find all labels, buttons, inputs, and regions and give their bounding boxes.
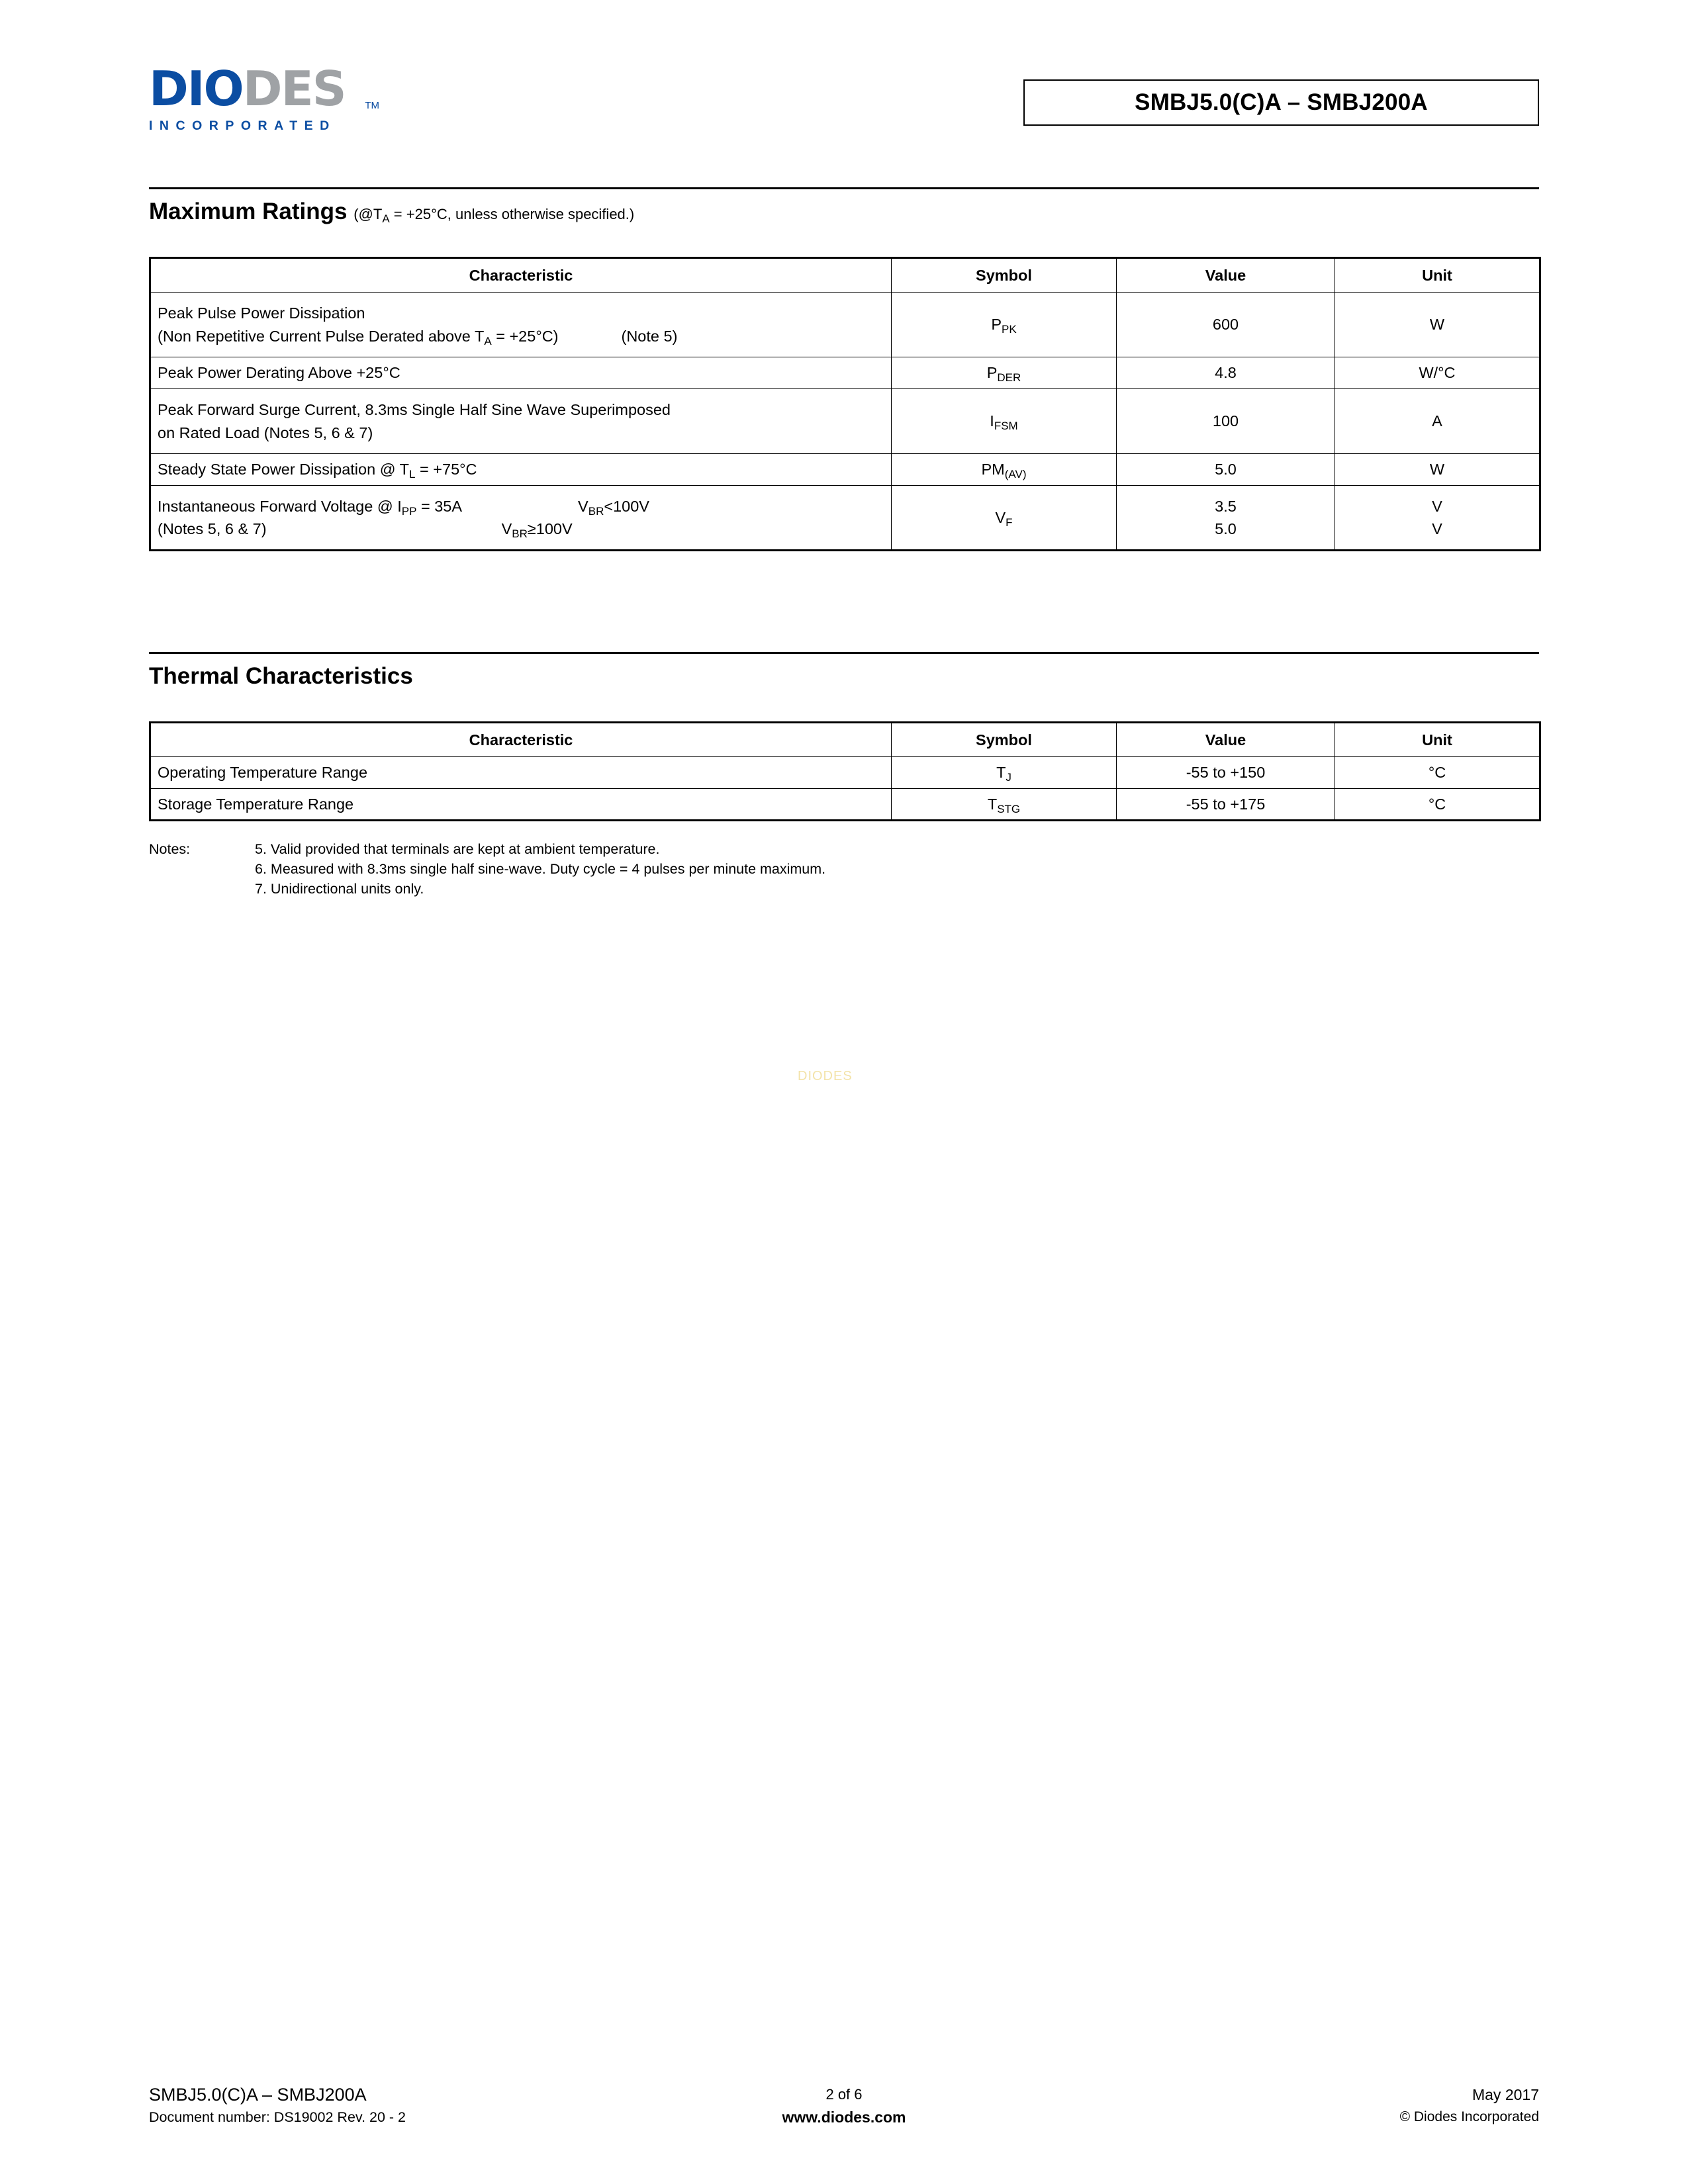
- footer-date: May 2017: [1472, 2086, 1539, 2103]
- cell-symbol: $P_{DER}$: [892, 357, 1117, 389]
- maximum-ratings-title: Maximum Ratings: [149, 199, 348, 224]
- characteristic-note: (Note 5): [621, 327, 678, 345]
- cell-characteristic: [150, 389, 892, 454]
- logo-text-secondary: DES: [242, 61, 346, 116]
- footer-left: [149, 2083, 406, 2128]
- trademark-icon: TM: [365, 100, 379, 111]
- page-header: [149, 63, 1539, 149]
- cell-unit: [1335, 486, 1540, 551]
- logo-subtitle: INCORPORATED: [149, 118, 336, 133]
- cell-characteristic: Peak Power Derating Above +25°C: [150, 357, 892, 389]
- cell-characteristic: Operating Temperature Range: [150, 757, 892, 789]
- characteristic-line-1: Instantaneous Forward Voltage @ $I_{PP} = 35A$ $V_{BR}<100V$: [158, 497, 649, 518]
- cell-symbol: $T_{STG}$: [892, 789, 1117, 821]
- cell-value: 5.0: [1117, 454, 1335, 486]
- column-header-value: Value: [1117, 723, 1335, 757]
- characteristic-line-2: on Rated Load (Notes 5, 6 & 7): [158, 424, 373, 441]
- column-header-characteristic: Characteristic: [150, 258, 892, 293]
- cell-unit: A: [1335, 389, 1540, 454]
- cell-symbol: $V_F$: [892, 486, 1117, 551]
- cell-characteristic: [150, 486, 892, 551]
- cell-symbol: $PM_{(AV)}$: [892, 454, 1117, 486]
- column-header-unit: Unit: [1335, 258, 1540, 293]
- cell-value: 100: [1117, 389, 1335, 454]
- table-row: [150, 293, 1540, 357]
- cell-unit: °C: [1335, 757, 1540, 789]
- column-header-value: Value: [1117, 258, 1335, 293]
- characteristic-line-1: Peak Forward Surge Current, 8.3ms Single Half Sine Wave Superimposed: [158, 401, 671, 419]
- cell-characteristic: Storage Temperature Range: [150, 789, 892, 821]
- footer-center: [782, 2083, 906, 2128]
- cell-value: [1117, 486, 1335, 551]
- table-header-row: [150, 258, 1540, 293]
- thermal-characteristics-table: [149, 721, 1541, 821]
- maximum-ratings-table: [149, 257, 1541, 551]
- cell-symbol: $T_J$: [892, 757, 1117, 789]
- table-header-row: [150, 723, 1540, 757]
- cell-unit: W: [1335, 293, 1540, 357]
- column-header-symbol: Symbol: [892, 258, 1117, 293]
- cell-unit: W/°C: [1335, 357, 1540, 389]
- value-line-2: 5.0: [1215, 520, 1237, 537]
- table-row: [150, 757, 1540, 789]
- value-line-1: 3.5: [1215, 497, 1237, 515]
- note-item: 6. Measured with 8.3ms single half sine-wave. Duty cycle = 4 pulses per minute maximum.: [255, 861, 826, 877]
- cell-characteristic: [150, 293, 892, 357]
- notes-block: [149, 839, 1539, 899]
- cell-value: 600: [1117, 293, 1335, 357]
- notes-label: Notes:: [149, 841, 191, 857]
- footer-copyright: © Diodes Incorporated: [1399, 2109, 1539, 2124]
- divider-top: [149, 187, 1539, 189]
- characteristic-line-1: Peak Pulse Power Dissipation: [158, 304, 365, 322]
- cell-value: -55 to +175: [1117, 789, 1335, 821]
- table-row: [150, 486, 1540, 551]
- maximum-ratings-subtitle: ($@T_A = +25^\circ C$, unless otherwise specified.): [353, 206, 635, 225]
- footer-part-number: SMBJ5.0(C)A – SMBJ200A: [149, 2085, 367, 2105]
- footer-website-link[interactable]: www.diodes.com: [782, 2109, 906, 2126]
- note-item: 7. Unidirectional units only.: [255, 881, 424, 897]
- cell-unit: W: [1335, 454, 1540, 486]
- column-header-unit: Unit: [1335, 723, 1540, 757]
- characteristic-line-2: (Non Repetitive Current Pulse Derated above $T_A = +25^\circ C$) (Note 5): [158, 327, 678, 347]
- logo-text-primary: DIO: [149, 61, 243, 116]
- unit-line-2: V: [1432, 520, 1442, 537]
- cell-unit: °C: [1335, 789, 1540, 821]
- section-title-thermal: [149, 663, 413, 690]
- footer-page-number: 2 of 6: [825, 2086, 863, 2103]
- page-footer: [149, 2083, 1539, 2130]
- cell-characteristic: Steady State Power Dissipation @ $T_L = +75^\circ C$: [150, 454, 892, 486]
- table-row: [150, 357, 1540, 389]
- logo-wordmark: [149, 63, 346, 114]
- thermal-title: Thermal Characteristics: [149, 663, 413, 689]
- cell-value: -55 to +150: [1117, 757, 1335, 789]
- cell-symbol: $I_{FSM}$: [892, 389, 1117, 454]
- column-header-symbol: Symbol: [892, 723, 1117, 757]
- table-row: [150, 789, 1540, 821]
- note-item: 5. Valid provided that terminals are kept at ambient temperature.: [255, 841, 660, 857]
- diodes-logo: [149, 63, 460, 134]
- part-number-label: SMBJ5.0(C)A – SMBJ200A: [1135, 89, 1428, 115]
- watermark-text: DIODES: [798, 1069, 853, 1083]
- footer-right: [1400, 2083, 1539, 2128]
- section-title-maximum-ratings: [149, 199, 634, 225]
- unit-line-1: V: [1432, 497, 1442, 515]
- part-number-box: [1023, 79, 1539, 126]
- divider-thermal: [149, 652, 1539, 654]
- notes-list: [255, 839, 1539, 899]
- table-row: [150, 389, 1540, 454]
- column-header-characteristic: Characteristic: [150, 723, 892, 757]
- characteristic-notes-ref: (Notes 5, 6 & 7): [158, 520, 267, 537]
- table-row: [150, 454, 1540, 486]
- cell-value: 4.8: [1117, 357, 1335, 389]
- characteristic-line-2: (Notes 5, 6 & 7) $V_{BR}\ge 100V$: [158, 520, 573, 540]
- footer-document-number: Document number: DS19002 Rev. 20 - 2: [149, 2109, 406, 2125]
- cell-symbol: $P_{PK}$: [892, 293, 1117, 357]
